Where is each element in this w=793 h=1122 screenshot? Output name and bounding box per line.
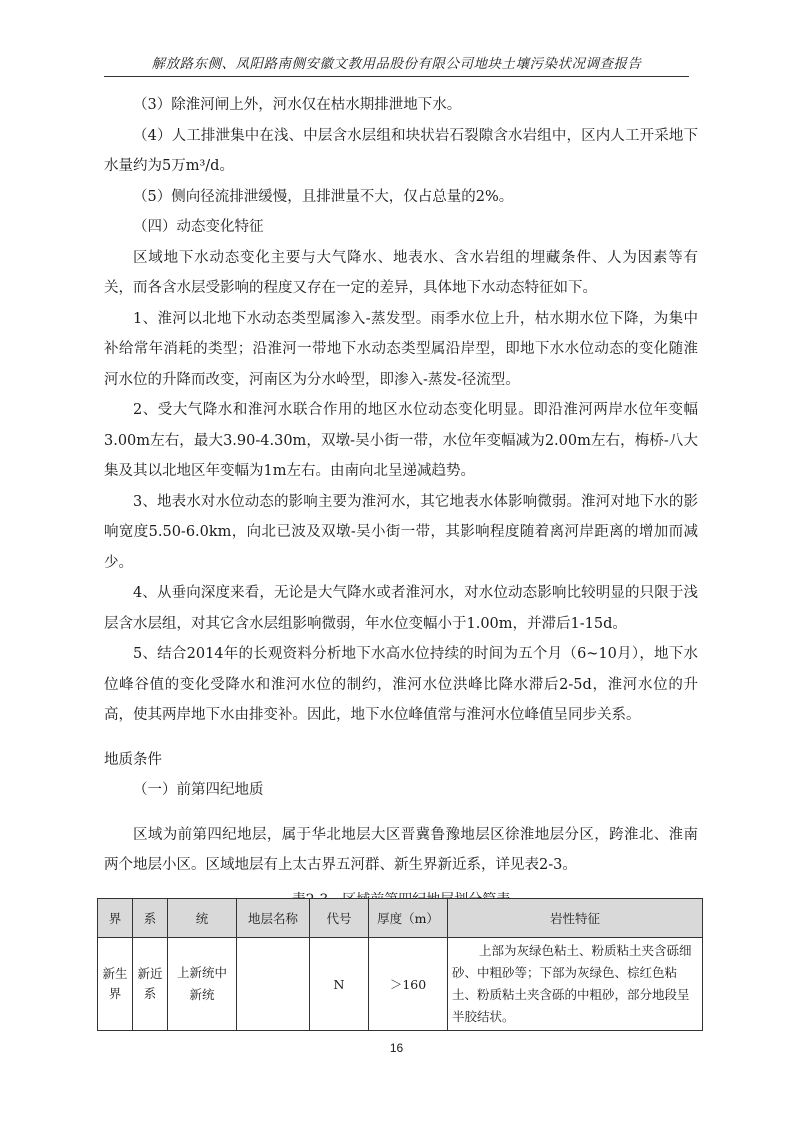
paragraph-1: （3）除淮河闸上外，河水仅在枯水期排泄地下水。 bbox=[133, 97, 462, 113]
header-jie: 界 bbox=[98, 899, 133, 938]
cell-tong: 上新统中新统 bbox=[168, 938, 237, 1031]
section-heading-geology: 地质条件 bbox=[104, 751, 162, 768]
paragraph-8: 3、地表水对水位动态的影响主要为淮河水，其它地表水体影响微弱。淮河对地下水的影响宽度5.50-6.0km，向北已波及双墩-吴小街一带，其影响程度随着离河岸距离的增加而减少。 bbox=[104, 493, 698, 571]
section-heading-dynamics: （四）动态变化特征 bbox=[133, 219, 264, 235]
page-number: 16 bbox=[389, 1041, 404, 1055]
cell-code: N bbox=[310, 938, 369, 1031]
paragraph-3: （5）侧向径流排泄缓慢，且排泄量不大，仅占总量的2%。 bbox=[133, 188, 514, 205]
header-code: 代号 bbox=[310, 899, 369, 938]
paragraph-10: 5、结合2014年的长观资料分析地下水高水位持续的时间为五个月（6~10月），地下水位峰谷值的变化受降水和淮河水位的制约，淮河水位洪峰比降水滞后2-5d，淮河水位的升高，使其两岸地下水由排变补。因此，地下水位峰值常与淮河水位峰值呈同步关系。 bbox=[104, 646, 698, 723]
header-rule bbox=[104, 76, 689, 77]
paragraph-7: 2、受大气降水和淮河水联合作用的地区水位动态变化明显。即沿淮河两岸水位年变幅3.00m左右，最大3.90-4.30m，双墩-吴小街一带，水位年变幅减为2.00m左右，梅桥-八大集及其以北地区年变幅为1m左右。由南向北呈递减趋势。 bbox=[104, 402, 698, 479]
header-thickness: 厚度（m） bbox=[369, 899, 448, 938]
paragraph-9: 4、从垂向深度来看，无论是大气降水或者淮河水，对水位动态影响比较明显的只限于浅层含水层组，对其它含水层组影响微弱，年水位变幅小于1.00m，并滞后1-15d。 bbox=[104, 585, 698, 632]
page-header: 解放路东侧、凤阳路南侧安徽文教用品股份有限公司地块土壤污染状况调查报告 bbox=[151, 56, 642, 72]
cell-xi: 新近系 bbox=[133, 938, 168, 1031]
body-text bbox=[104, 90, 698, 913]
cell-thickness: ＞160 bbox=[369, 938, 448, 1031]
cell-name bbox=[237, 938, 310, 1031]
header-lithology: 岩性特征 bbox=[448, 899, 703, 938]
paragraph-2: （4）人工排泄集中在浅、中层含水层组和块状岩石裂隙含水岩组中，区内人工开采地下水量约为5万m³/d。 bbox=[104, 127, 698, 174]
header-tong: 统 bbox=[168, 899, 237, 938]
paragraph-11: 区域为前第四纪地层，属于华北地层大区晋冀鲁豫地层区徐淮地层分区，跨淮北、淮南两个地层小区。区域地层有上太古界五河群、新生界新近系，详见表2-3。 bbox=[104, 826, 698, 873]
table-header-row bbox=[98, 899, 703, 938]
cell-lithology: 上部为灰绿色粘土、粉质粘土夹含砾细砂、中粗砂等；下部为灰绿色、棕红色粘土、粉质粘土夹含砾的中粗砂，部分地段呈半胶结状。 bbox=[448, 938, 703, 1031]
header-name: 地层名称 bbox=[237, 899, 310, 938]
paragraph-5: 区域地下水动态变化主要与大气降水、地表水、含水岩组的埋藏条件、人为因素等有关，而各含水层受影响的程度又存在一定的差异，具体地下水动态特征如下。 bbox=[104, 249, 698, 296]
subsection-heading-pre-quaternary: （一）前第四纪地质 bbox=[133, 782, 264, 798]
table-row bbox=[98, 938, 703, 1031]
cell-jie: 新生界 bbox=[98, 938, 133, 1031]
paragraph-6: 1、淮河以北地下水动态类型属渗入-蒸发型。雨季水位上升，枯水期水位下降，为集中补给常年消耗的类型；沿淮河一带地下水动态类型属沿岸型，即地下水水位动态的变化随淮河水位的升降而改变，河南区为分水岭型，即渗入-蒸发-径流型。 bbox=[104, 310, 698, 388]
strata-table bbox=[97, 898, 703, 1031]
header-xi: 系 bbox=[133, 899, 168, 938]
